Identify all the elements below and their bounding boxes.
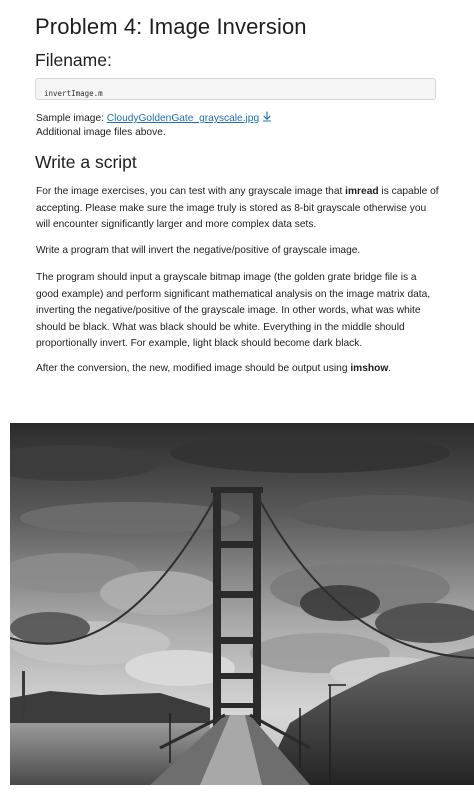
page-title: Problem 4: Image Inversion [35,14,307,39]
imshow-keyword: imshow [350,363,389,374]
golden-gate-grayscale-image [10,423,474,785]
download-arrow-icon[interactable] [262,111,272,122]
paragraph-imread [36,184,441,234]
p1-text-after: is capable of accepting. Please make sure the image truly is stored as 8-bit grayscale otherwise you will encounter significantly larger and more complex data sets. [36,186,439,230]
filename-heading: Filename: [35,50,112,70]
p4-text-after: . [388,363,392,374]
p4-text-before: After the conversion, the new, modified image should be output using [36,363,351,374]
paragraph-task: Write a program that will invert the negative/positive of grayscale image. [36,245,361,256]
p1-text-before: For the image exercises, you can test with any grayscale image that [36,186,346,197]
imread-keyword: imread [345,186,379,197]
sample-image-link[interactable]: CloudyGoldenGate_grayscale.jpg [106,113,260,124]
paragraph-imshow [36,361,441,378]
paragraph-details: The program should input a grayscale bitmap image (the golden grate bridge file is a good example) and perform significant mathematical analysis on the image matrix data, inverting the negative/positive of the grayscale image. In other words, what was white should be black. What was black should be white. Everything in the middle should proportionally invert. For example, light black should become dark black. [36,272,431,349]
section-heading-write-script: Write a script [35,152,137,172]
sample-image-line [36,111,272,124]
sample-image-prefix: Sample image: [36,113,107,124]
filename-value: invertImage.m [44,89,103,98]
additional-files-note: Additional image files above. [36,127,166,138]
filename-code-box [35,78,436,100]
